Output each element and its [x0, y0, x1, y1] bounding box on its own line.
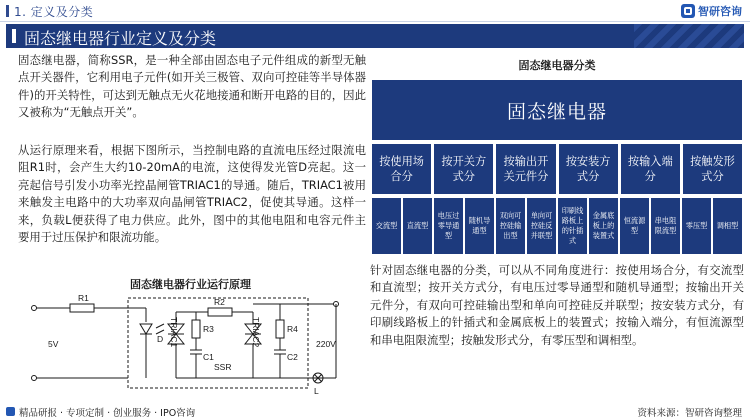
- ssr-label: SSR: [214, 362, 232, 372]
- leaf-box: 串电阻限流型: [651, 198, 680, 254]
- category-box: 按使用场合分: [372, 144, 431, 194]
- leaf-box: 电压过零导通型: [434, 198, 463, 254]
- vout-label: 220V: [316, 339, 336, 349]
- page-footer: [0, 404, 750, 419]
- r3-resistor: [192, 320, 200, 338]
- triac2-label: TRIAC2: [251, 317, 261, 348]
- leaf-box: 交流型: [372, 198, 401, 254]
- principle-paragraph: 从运行原理来看，根据下图所示，当控制电路的直流电压经过限流电阻R1时，会产生大约10-20mA的电流，这使得发光管D亮起。这一亮起信号引发小功率光控晶闸管TRIAC1的导通。随后，TRIAC1被用来触发主电路中的大功率双向晶闸管TRIAC2，促使其导通。这样一来，负载L便获得了电力供应。此外，图中的其他电阻和电容元件主要用于过压保护和限流功能。: [18, 143, 366, 245]
- leaf-box: 双向可控硅输出型: [496, 198, 525, 254]
- category-box: 按开关方式分: [434, 144, 493, 194]
- classification-root: 固态继电器: [372, 80, 742, 140]
- source-note: 资料来源：智研咨询整理: [637, 408, 742, 419]
- page-heading: [6, 24, 744, 48]
- category-row: [372, 144, 742, 194]
- circuit-schematic: [18, 290, 363, 400]
- page-title: 固态继电器行业定义及分类: [24, 29, 217, 48]
- triac1-label: TRIAC1: [169, 317, 179, 348]
- r1-label: R1: [78, 293, 89, 303]
- leaf-box: 调相型: [713, 198, 742, 254]
- r4-label: R4: [287, 324, 298, 334]
- circuit-diagram: [18, 276, 363, 400]
- leaf-box: 随机导通型: [465, 198, 494, 254]
- heading-accent: [12, 29, 16, 43]
- category-box: 按输入端分: [621, 144, 680, 194]
- d-label: D: [157, 334, 164, 344]
- category-box: 按安装方式分: [559, 144, 618, 194]
- category-box: 按输出开关元件分: [496, 144, 555, 194]
- l-label: L: [314, 386, 319, 396]
- definition-paragraph: 固态继电器，简称SSR，是一种全部由固态电子元件组成的新型无触点开关器件，它利用电子元件(如开关三极管、双向可控硅等半导体器件)的开关特性，可达到无触点无火花地接通和断开电路的目的，因此又被称为“无触点开关”。: [18, 53, 366, 120]
- leaf-row: [372, 198, 742, 254]
- category-box: 按触发形式分: [683, 144, 742, 194]
- r1-resistor: [70, 304, 94, 312]
- leaf-box: 单向可控硅反并联型: [527, 198, 556, 254]
- section-label: 1. 定义及分类: [14, 5, 94, 19]
- leaf-box: 印刷线路板上的针插式: [558, 198, 587, 254]
- leaf-box: 金属底板上的装置式: [589, 198, 618, 254]
- vin-label: 5V: [48, 339, 59, 349]
- heading-decoration: [634, 24, 744, 48]
- leaf-box: 零压型: [682, 198, 711, 254]
- c2-label: C2: [287, 352, 298, 362]
- r4-resistor: [276, 320, 284, 338]
- c1-label: C1: [203, 352, 214, 362]
- r2-label: R2: [214, 297, 225, 307]
- classification-paragraph: 针对固态继电器的分类，可以从不同角度进行：按使用场合分，有交流型和直流型；按开关方式分，有电压过零导通型和随机导通型；按输出开关元件分，有双向可控硅输出型和单向可控硅反并联型；按安装方式分，有印刷线路板上的针插式和金属底板上的装置式；按输入端分，有恒流源型和串电阻限流型；按触发形式分，有零压型和调相型。: [370, 263, 744, 347]
- r2-resistor: [208, 308, 232, 316]
- ssr-box: [128, 298, 308, 388]
- brand-logo: [681, 3, 742, 19]
- circuit-title: 固态继电器行业运行原理: [130, 278, 251, 291]
- classification-title: 固态继电器分类: [518, 59, 596, 72]
- top-bar: [0, 0, 750, 22]
- brand-logo-icon: [681, 4, 695, 18]
- brand-logo-text: 智研咨询: [698, 5, 742, 18]
- leaf-box: 直流型: [403, 198, 432, 254]
- r3-label: R3: [203, 324, 214, 334]
- section-accent: [6, 5, 9, 17]
- footer-logo-icon: [6, 407, 15, 416]
- leaf-box: 恒流源型: [620, 198, 649, 254]
- footer-services: 精品研报 · 专项定制 · 创业服务 · IPO咨询: [19, 408, 196, 419]
- led-diode: [140, 324, 152, 334]
- classification-diagram: [372, 50, 742, 254]
